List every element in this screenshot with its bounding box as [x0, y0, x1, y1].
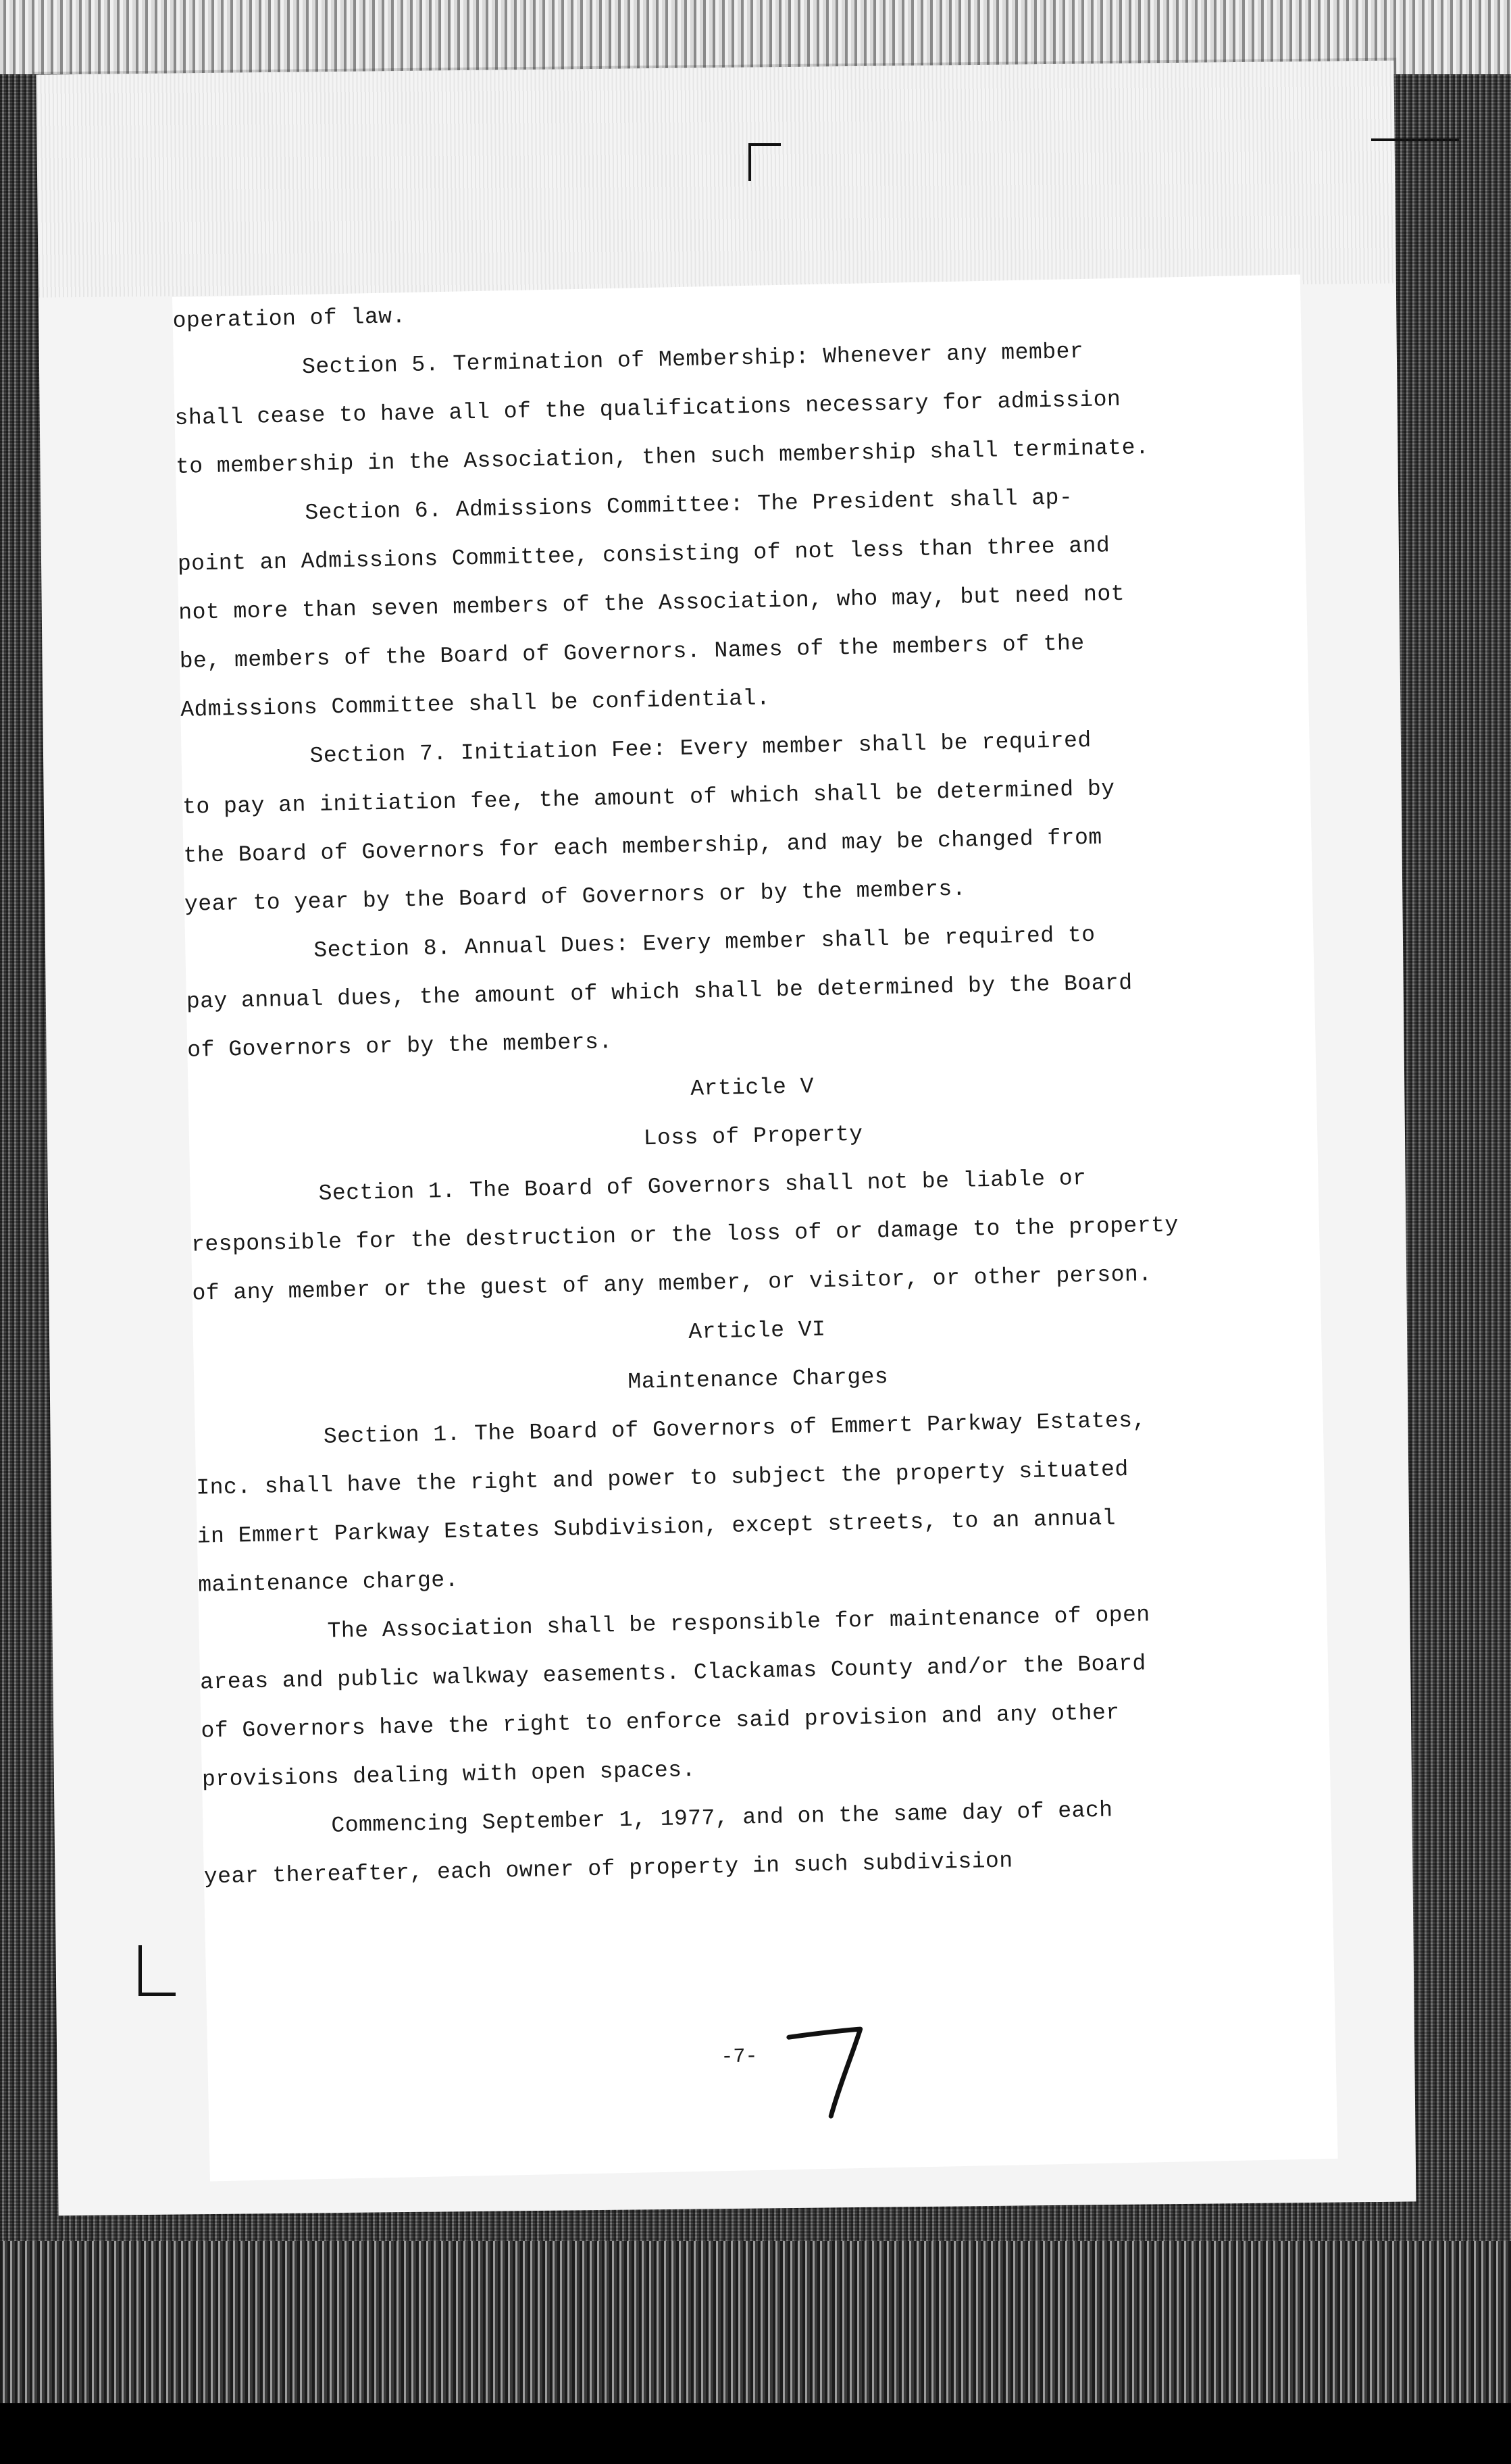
document-body: [172, 274, 1332, 1901]
text-line: shall cease to have all of the qualifications necessary for admission: [174, 386, 1121, 431]
text-line: to membership in the Association, then such membership shall terminate.: [175, 435, 1150, 480]
text-line: point an Admissions Committee, consisting of not less than three and: [177, 533, 1110, 577]
article-title: Maintenance Charges: [628, 1364, 889, 1395]
text-line: of Governors have the right to enforce said provision and any other: [201, 1700, 1121, 1744]
text-line: not more than seven members of the Association, who may, but need not: [178, 581, 1125, 625]
text-line: areas and public walkway easements. Clackamas County and/or the Board: [199, 1651, 1147, 1695]
text-line: to pay an initiation fee, the amount of which shall be determined by: [182, 776, 1115, 820]
text-line: The Association shall be responsible for maintenance of open: [327, 1602, 1151, 1644]
text-line: maintenance charge.: [197, 1567, 459, 1598]
article-heading: Article VI: [688, 1316, 826, 1345]
text-line: Section 6. Admissions Committee: The President shall ap-: [305, 485, 1073, 526]
handwritten-page-mark: [784, 2020, 867, 2122]
article-heading: Article V: [690, 1074, 815, 1102]
text-line: year to year by the Board of Governors or by the members.: [184, 876, 967, 917]
text-line: in Emmert Parkway Estates Subdivision, except streets, to an annual: [197, 1506, 1117, 1549]
text-line: Section 1. The Board of Governors shall not be liable or: [318, 1166, 1087, 1206]
text-line: be, members of the Board of Governors. Names of the members of the: [179, 631, 1085, 674]
page-number: -7-: [721, 2045, 758, 2070]
text-line: of any member or the guest of any member, or visitor, or other person.: [192, 1262, 1152, 1306]
text-line: Admissions Committee shall be confidential.: [180, 686, 771, 723]
text-line: Section 1. The Board of Governors of Emmert Parkway Estates,: [323, 1408, 1147, 1449]
text-line: pay annual dues, the amount of which shall be determined by the Board: [186, 970, 1133, 1015]
text-line: operation of law.: [172, 304, 407, 334]
text-line: the Board of Governors for each membership, and may be changed from: [183, 825, 1103, 869]
text-line: Commencing September 1, 1977, and on the same day of each: [331, 1797, 1113, 1839]
crop-right-tick: [1371, 138, 1459, 141]
text-line: Inc. shall have the right and power to subject the property situated: [196, 1456, 1129, 1501]
scan-bottom-bar: [0, 2403, 1511, 2464]
text-line: Section 8. Annual Dues: Every member shall be required to: [313, 922, 1096, 963]
document-page: [172, 274, 1338, 2181]
text-line: Section 5. Termination of Membership: Whenever any member: [301, 338, 1084, 380]
crop-left-bracket: [138, 1945, 176, 1996]
article-title: Loss of Property: [643, 1121, 863, 1152]
text-line: responsible for the destruction or the loss of or damage to the property: [190, 1212, 1179, 1258]
text-line: year thereafter, each owner of property in such subdivision: [203, 1848, 1013, 1890]
text-line: Section 7. Initiation Fee: Every member shall be required: [309, 727, 1092, 769]
crop-corner-mark: [748, 143, 781, 181]
text-line: of Governors or by the members.: [187, 1029, 613, 1063]
text-line: provisions dealing with open spaces.: [201, 1757, 696, 1793]
